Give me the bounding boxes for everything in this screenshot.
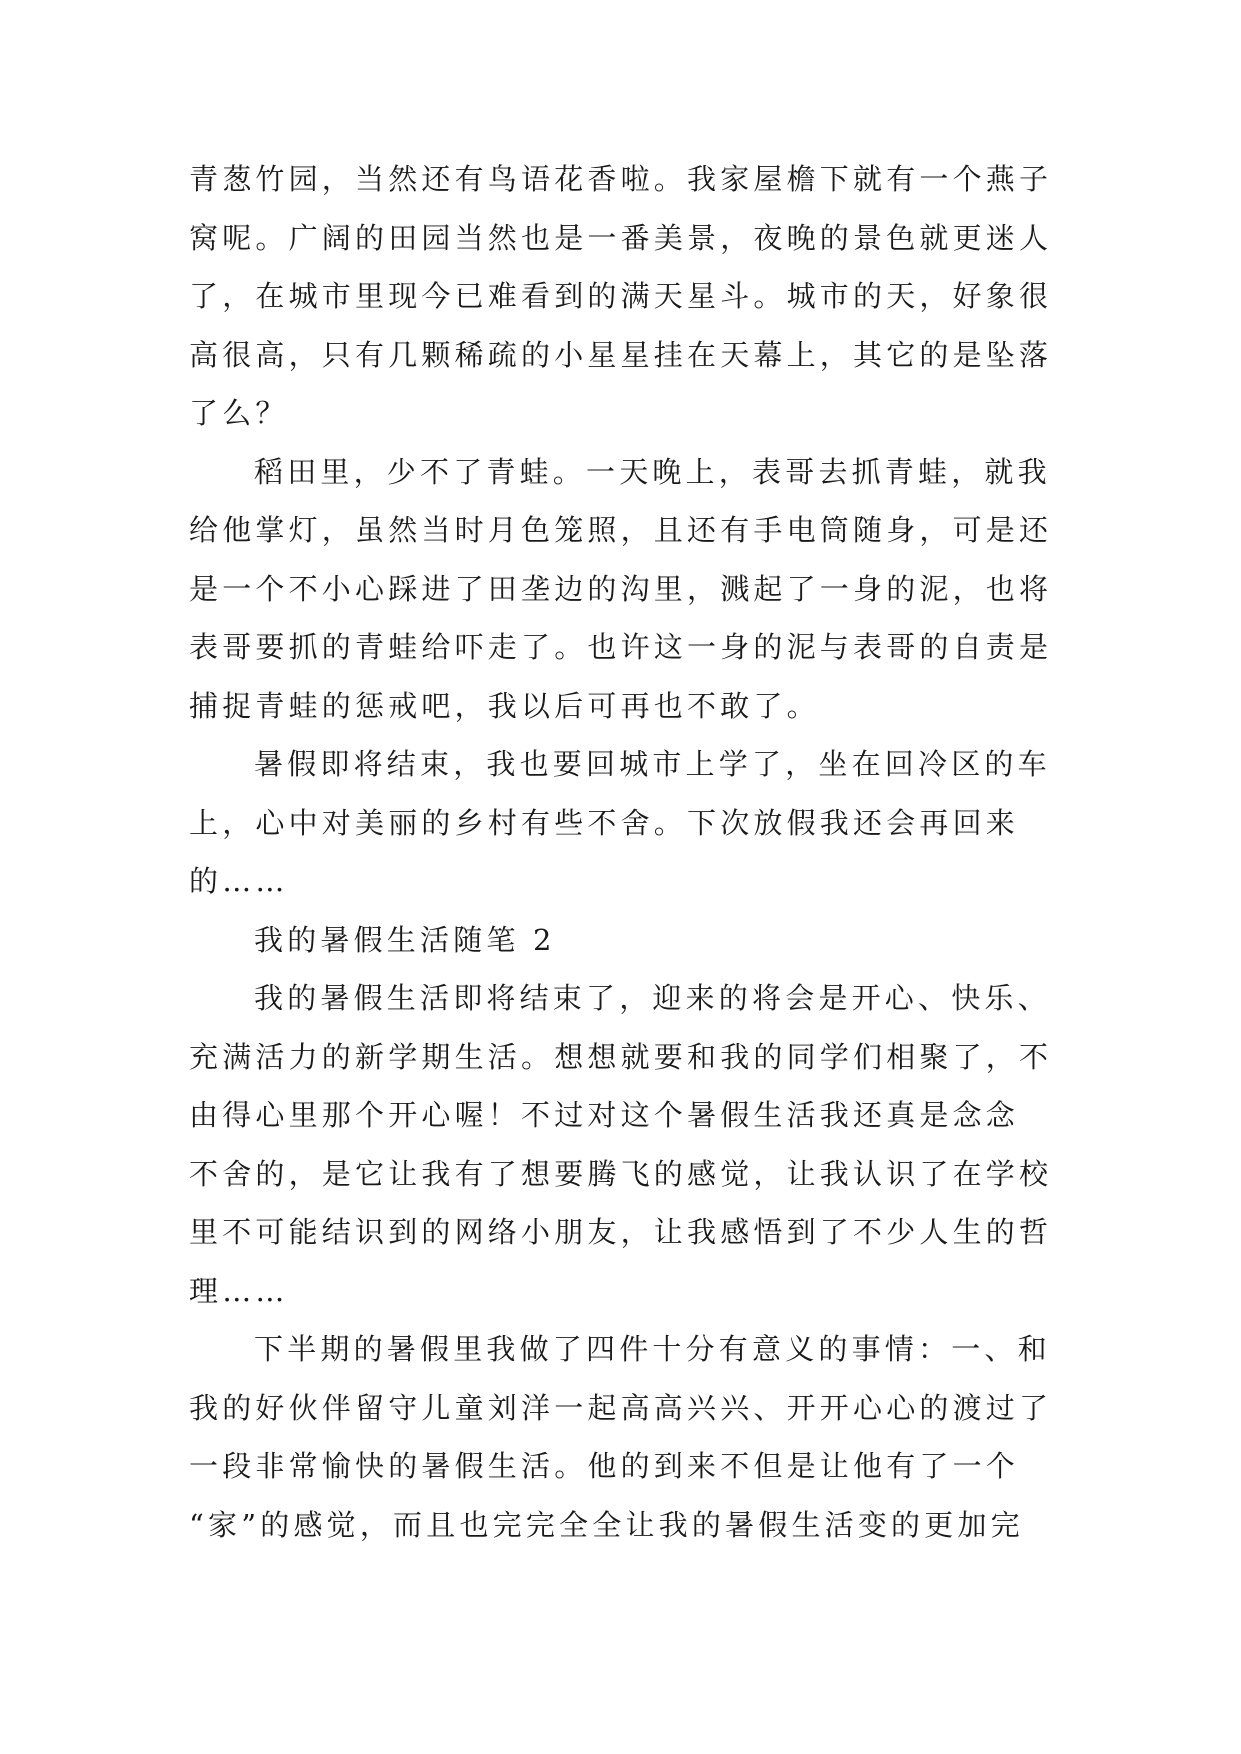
text-line: 窝呢。广阔的田园当然也是一番美景，夜晚的景色就更迷人 — [189, 220, 1053, 255]
text-line: 了，在城市里现今已难看到的满天星斗。城市的天，好象很 — [189, 279, 1053, 313]
text-line: 理…… — [189, 1273, 289, 1308]
text-line: 青葱竹园，当然还有鸟语花香啦。我家屋檐下就有一个燕子 — [189, 162, 1053, 196]
text-line: 不舍的，是它让我有了想要腾飞的感觉，让我认识了在学校 — [189, 1156, 1053, 1191]
text-line: 上，心中对美丽的乡村有些不舍。下次放假我还会再回来 — [189, 805, 1020, 840]
text-line: 一段非常愉快的暑假生活。他的到来不但是让他有了一个 — [189, 1449, 1020, 1483]
text-line: 给他掌灯，虽然当时月色笼照，且还有手电筒随身，可是还 — [189, 513, 1053, 547]
text-line: 的…… — [189, 864, 289, 898]
text-line: 高很高，只有几颗稀疏的小星星挂在天幕上，其它的是坠落 — [189, 337, 1053, 372]
text-line: 充满活力的新学期生活。想想就要和我的同学们相聚了，不 — [189, 1039, 1053, 1074]
paragraph-start-line: 我的暑假生活即将结束了，迎来的将会是开心、快乐、 — [254, 981, 1051, 1015]
text-line: 了么？ — [189, 396, 289, 430]
document-body — [189, 150, 1059, 1554]
paragraph-start-line: 下半期的暑假里我做了四件十分有意义的事情：一、和 — [254, 1332, 1051, 1366]
text-line: “家”的感觉，而且也完完全全让我的暑假生活变的更加完 — [189, 1507, 1024, 1542]
text-line: 我的好伙伴留守儿童刘洋一起高高兴兴、开开心心的渡过了 — [189, 1390, 1053, 1425]
section-heading: 我的暑假生活随笔 2 — [254, 922, 556, 957]
paragraph-start-line: 稻田里，少不了青蛙。一天晚上，表哥去抓青蛙，就我 — [254, 454, 1051, 489]
text-line: 表哥要抓的青蛙给吓走了。也许这一身的泥与表哥的自责是 — [189, 630, 1053, 664]
paragraph-start-line: 暑假即将结束，我也要回城市上学了，坐在回冷区的车 — [254, 747, 1051, 781]
text-line: 由得心里那个开心喔！不过对这个暑假生活我还真是念念 — [189, 1098, 1020, 1132]
text-line: 里不可能结识到的网络小朋友，让我感悟到了不少人生的哲 — [189, 1215, 1053, 1249]
text-line: 是一个不小心踩进了田垄边的沟里，溅起了一身的泥，也将 — [189, 571, 1053, 606]
text-line: 捕捉青蛙的惩戒吧，我以后可再也不敢了。 — [189, 688, 820, 723]
